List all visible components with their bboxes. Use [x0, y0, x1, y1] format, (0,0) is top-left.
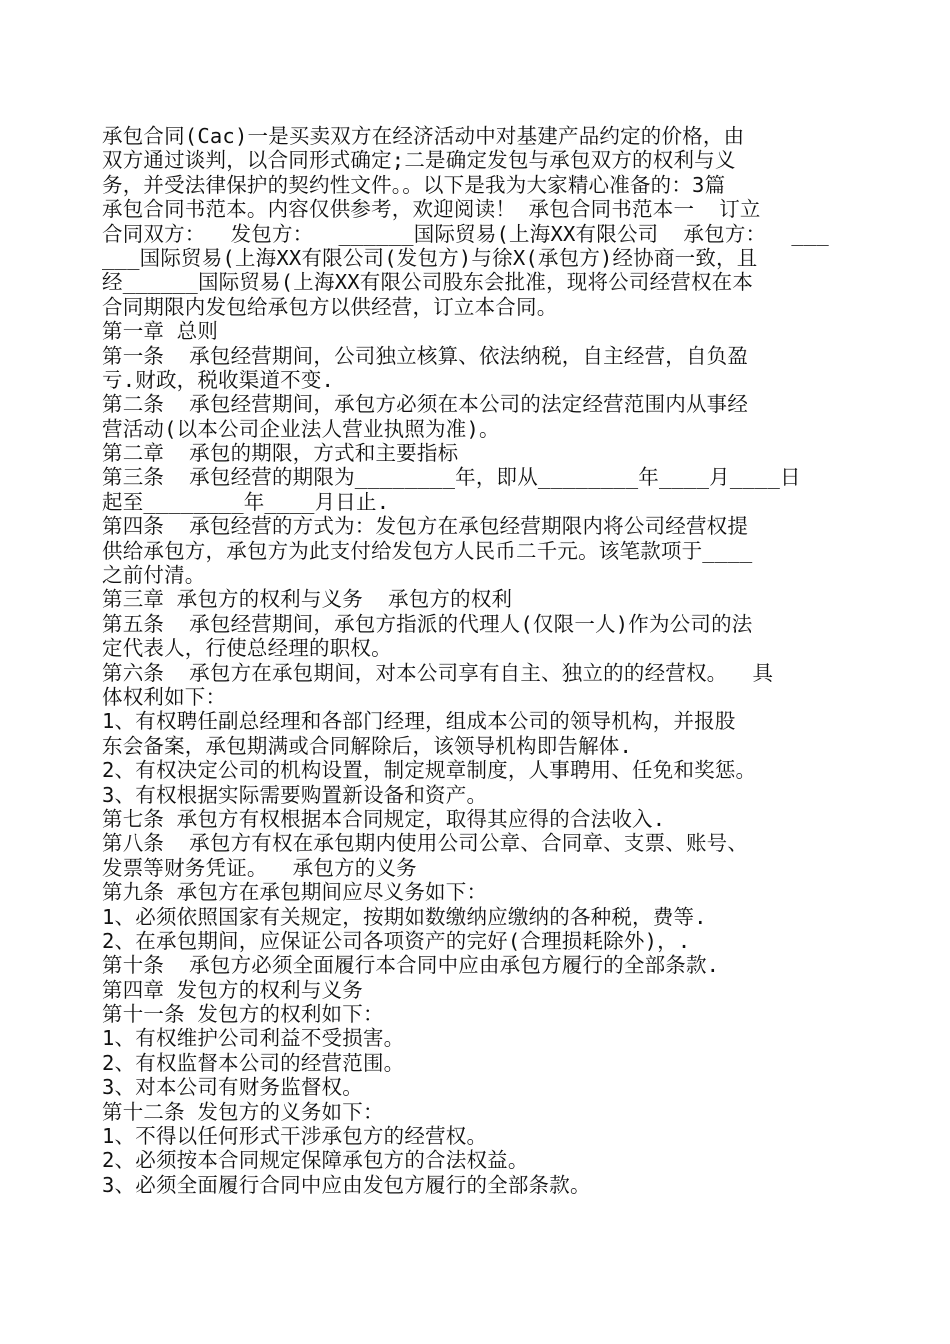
text-line: 3、对本公司有财务监督权。: [102, 1075, 363, 1100]
text-line: 第三章 承包方的权利与义务 承包方的权利: [102, 587, 513, 612]
text-line: 第十二条 发包方的义务如下：: [102, 1099, 384, 1124]
text-line: 2、必须按本合同规定保障承包方的合法权益。: [102, 1148, 529, 1173]
text-line: 发票等财务凭证。 承包方的义务: [102, 855, 417, 880]
text-line: 合同期限内发包给承包方以供经营，订立本合同。: [102, 294, 558, 319]
text-line: 之前付清。: [102, 563, 206, 588]
text-line: 亏.财政，税收渠道不变.: [102, 367, 335, 392]
text-line: 务，并受法律保护的契约性文件。。以下是我为大家精心准备的：3篇: [102, 172, 726, 197]
text-line: 2、在承包期间，应保证公司各项资产的完好(合理损耗除外)，.: [102, 928, 691, 953]
text-line: 体权利如下：: [102, 684, 227, 709]
text-line: 第四章 发包方的权利与义务: [102, 977, 363, 1002]
text-line: 双方通过谈判，以合同形式确定;二是确定发包与承包双方的权利与义: [102, 148, 736, 173]
text-line: 2、有权决定公司的机构设置，制定规章制度，人事聘用、任免和奖惩。: [102, 758, 757, 783]
text-line: 第二章 承包的期限，方式和主要指标: [102, 441, 459, 466]
text-line: 第九条 承包方在承包期间应尽义务如下：: [102, 880, 488, 905]
text-line: 承包合同书范本。内容仅供参考，欢迎阅读！ 承包合同书范本一 订立: [102, 197, 761, 222]
text-line: 第十一条 发包方的权利如下：: [102, 1002, 384, 1027]
text-line: ___国际贸易(上海XX有限公司(发包方)与徐X(承包方)经协商一致，且: [102, 245, 758, 270]
text-line: 东会备案，承包期满或合同解除后，该领导机构即告解体.: [102, 733, 633, 758]
text-line: 第六条 承包方在承包期间，对本公司享有自主、独立的的经营权。 具: [102, 660, 774, 685]
text-line: 承包合同(Cac)一是买卖双方在经济活动中对基建产品约定的价格，由: [102, 124, 745, 148]
text-line: 1、有权维护公司利益不受损害。: [102, 1026, 405, 1051]
text-line: 第十条 承包方必须全面履行本合同中应由承包方履行的全部条款.: [102, 953, 720, 978]
text-line: 第二条 承包经营期间，承包方必须在本公司的法定经营范围内从事经: [102, 392, 749, 417]
text-line: 3、必须全面履行合同中应由发包方履行的全部条款。: [102, 1172, 591, 1197]
text-line: 供给承包方，承包方为此支付给发包方人民币二千元。该笔款项于____: [102, 538, 753, 563]
text-line: 第三条 承包经营的期限为________年，即从________年____月____日: [102, 465, 801, 490]
text-line: 第八条 承包方有权在承包期内使用公司公章、合同章、支票、账号、: [102, 831, 749, 856]
text-line: 起至________年____月日止.: [102, 489, 390, 514]
text-line: 第一条 承包经营期间，公司独立核算、依法纳税，自主经营，自负盈: [102, 343, 749, 368]
text-line: 经______国际贸易(上海XX有限公司股东会批准，现将公司经营权在本: [102, 270, 754, 295]
text-line: 合同双方： 发包方： ______国际贸易(上海XX有限公司 承包方： ___: [102, 221, 829, 246]
text-line: 3、有权根据实际需要购置新设备和资产。: [102, 782, 488, 807]
text-line: 第七条 承包方有权根据本合同规定，取得其应得的合法收入.: [102, 806, 666, 831]
text-line: 1、有权聘任副总经理和各部门经理，组成本公司的领导机构，并报股: [102, 709, 736, 734]
document-body: [102, 124, 854, 1197]
text-line: 第一章 总则: [102, 319, 219, 344]
text-line: 1、必须依照国家有关规定，按期如数缴纳应缴纳的各种税，费等.: [102, 904, 707, 929]
text-line: 1、不得以任何形式干涉承包方的经营权。: [102, 1124, 488, 1149]
text-line: 2、有权监督本公司的经营范围。: [102, 1050, 405, 1075]
text-line: 定代表人，行使总经理的职权。: [102, 636, 392, 661]
text-line: 第四条 承包经营的方式为：发包方在承包经营期限内将公司经营权提: [102, 514, 749, 539]
text-line: 营活动(以本公司企业法人营业执照为准)。: [102, 416, 500, 441]
text-line: 第五条 承包经营期间，承包方指派的代理人(仅限一人)作为公司的法: [102, 611, 753, 636]
